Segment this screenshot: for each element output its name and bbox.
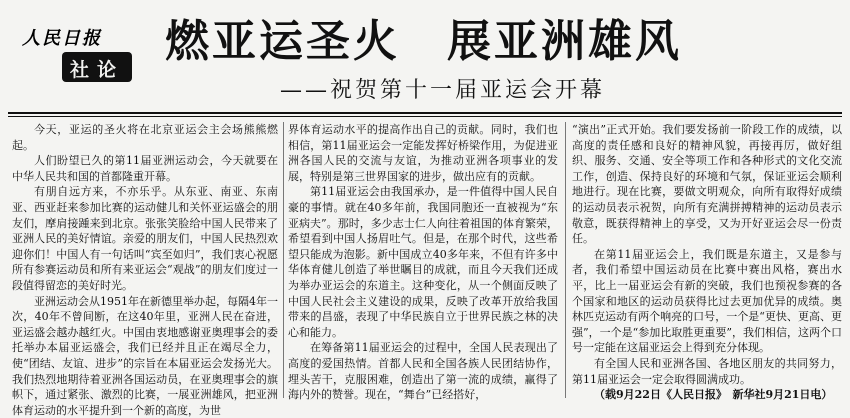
paragraph: 亚洲运动会从1951年在新德里举办起，每隔4年一次，40年不曾间断，在这40年里，亚洲人民在奋进，亚运盛会越办越红火。中国由衷地感谢亚奥理事会的委托举办本届亚运盛会，我们已经并且正在竭尽全力，使“团结、友谊、进步”的宗旨在本届亚运会发扬光大。我们热烈地期待着亚洲各国运动员，在亚奥理事会的旗帜下，通过紧张、激烈的比赛，一展亚洲雄风，把亚洲体育运动的水平提升到一个新的高度，为世 [12,294,278,417]
paragraph: 界体育运动水平的提高作出自己的贡献。同时，我们也相信，第11届亚运会一定能发挥好桥梁作用，为促进亚洲各国人民的交流与友谊，为推动亚洲各项事业的发展，特别是第三世界国家的进步，做出应有的贡献。 [288,123,558,183]
text-column-3 [572,122,842,400]
paragraph: 第11届亚运会由我国承办，是一件值得中国人民自豪的事情。就在40多年前，我国同胞还一直被视为“东亚病夫”。那时，多少志士仁人向往着祖国的体育繁荣，希望看到中国人扬眉吐气。但是，在那个时代，这些希望只能成为泡影。新中国成立40多年来，不但有许多中华体育健儿创造了举世瞩目的成就，而且今天我们还成为举办亚运会的东道主。这种变化，从一个侧面反映了中国人民社会主义建设的成果，反映了改革开放给我国带来的昌盛，表现了中华民族自立于世界民族之林的决心和能力。 [288,185,558,339]
paragraph: 有全国人民和亚洲各国、各地区朋友的共同努力，第11届亚运会一定会取得圆满成功。 [572,356,842,386]
editorial-seal [62,52,132,82]
headline-title: 燃亚运圣火 展亚洲雄风 [165,16,682,67]
editorial-seal-text: 社论 [69,59,124,81]
newspaper-logo: 人民日报 [22,28,102,49]
source-credit: （载9月22日《人民日报》 新华社9月21日电） [594,388,833,402]
paragraph: “演出”正式开始。我们要发扬前一阶段工作的成绩，以高度的责任感和良好的精神风貌，再接再厉，做好组织、服务、交通、安全等项工作和各种形式的文化交流工作，创造、保持良好的环境和气氛，保证亚运会顺利地进行。现在比赛，要做文明观众，向所有取得好成绩的运动员表示祝贺，向所有充满拼搏精神的运动员表示敬意，既获得精神上的享受，又为开好亚运会尽一份责任。 [572,123,842,246]
column-separator [283,122,284,398]
masthead-logo [18,18,136,88]
column-separator [565,122,566,398]
paragraph: 在筹备第11届亚运会的过程中，全国人民表现出了高度的爱国热情。首都人民和全国各族人民团结协作，埋头苦干，克服困难，创造出了第一流的成绩，赢得了海内外的赞誉。现在，“舞台”已经搭好， [288,341,558,402]
divider-rule [8,112,842,114]
paragraph: 今天，亚运的圣火将在北京亚运会主会场熊熊燃起。 [12,123,278,152]
paragraph: 在第11届亚运会上，我们既是东道主，又是参与者，我们希望中国运动员在比赛中赛出风格，赛出水平，比上一届亚运会有新的突破，我们也预祝参赛的各个国家和地区的运动员获得比过去更加优异的成绩。奥林匹克运动有两个响亮的口号，一个是“更快、更高、更强”，一个是“参加比取胜更重要”，我们相信，这两个口号一定能在这届亚运会上得到充分体现。 [572,247,842,355]
paragraph: 有朋自远方来，不亦乐乎。从东亚、南亚、东南亚、西亚赶来参加比赛的运动健儿和关怀亚运盛会的朋友们，摩肩接踵来到北京。张张笑脸给中国人民带来了亚洲人民的美好情谊。亲爱的朋友们，中国人民热烈欢迎你们！中国人有一句话叫“宾至如归”，我们衷心祝愿所有参赛运动员和所有来亚运会“观战”的朋友们度过一段值得留恋的美好时光。 [12,185,278,292]
divider-rule-thin [8,116,842,117]
paragraph: 人们盼望已久的第11届亚洲运动会，今天就要在中华人民共和国的首都隆重开幕。 [12,154,278,183]
text-column-1 [12,122,278,417]
headline-subtitle: ——祝贺第十一届亚运会开幕 [280,78,606,103]
text-column-2 [288,122,558,400]
